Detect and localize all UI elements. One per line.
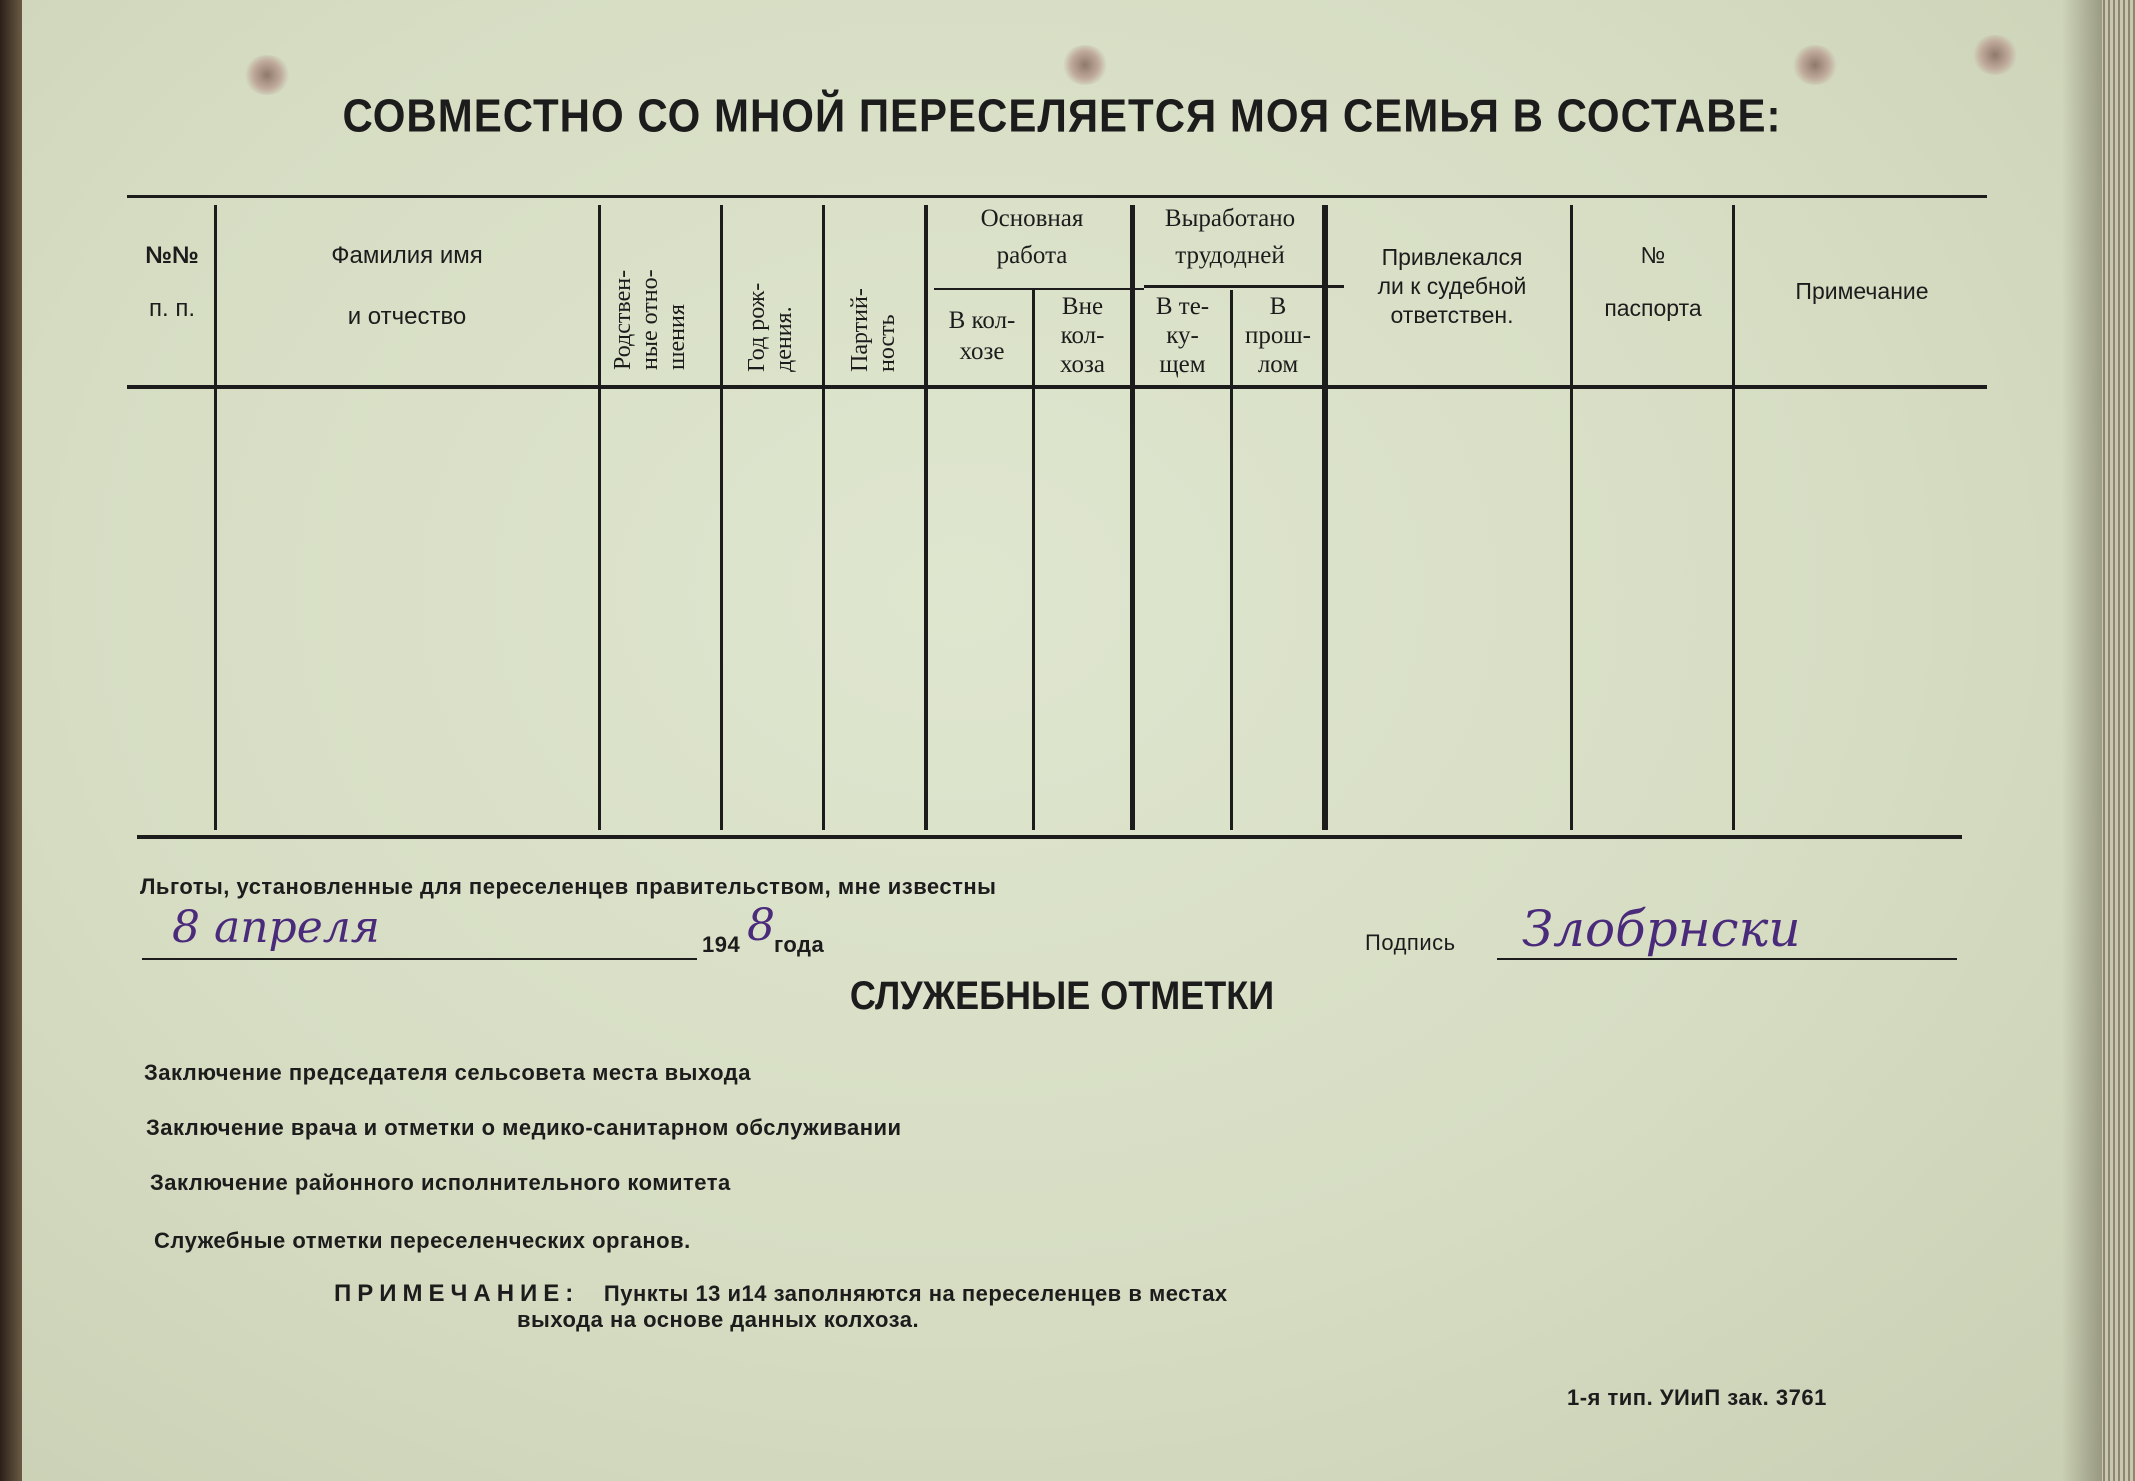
col-workdays-previous-line3: лом xyxy=(1257,351,1299,378)
service-line-village-council: Заключение председателя сельсовета места выхода xyxy=(144,1060,752,1085)
col-outside-kolkhoz-line1: Вне xyxy=(1061,293,1104,320)
col-party-line2: ность xyxy=(874,314,900,372)
benefits-statement: Льготы, установленные для переселенцев правительством, мне известны xyxy=(140,874,997,899)
column-divider xyxy=(822,205,825,830)
col-workdays-previous-line2: прош- xyxy=(1245,322,1311,349)
handwritten-year-digit: 8 xyxy=(747,900,775,951)
workdays-subheader-line xyxy=(1144,285,1344,288)
col-relation-line3: шения xyxy=(664,304,690,370)
main-work-subheader-line xyxy=(934,288,1144,290)
column-divider xyxy=(598,205,601,830)
col-workdays-current-line1: В те- xyxy=(1155,293,1210,320)
note-line1: Пункты 13 и14 заполняются на переселенцев в местах xyxy=(603,1281,1228,1306)
service-line-resettlement-bodies: Служебные отметки переселенческих органов. xyxy=(154,1228,691,1253)
col-workdays-line2: трудодней xyxy=(1175,242,1285,269)
col-name-line2: и отчество xyxy=(347,303,467,330)
year-suffix: года xyxy=(774,932,825,957)
note-line2: выхода на основе данных колхоза. xyxy=(517,1307,920,1332)
col-birth-year-header xyxy=(744,283,798,372)
table-top-border xyxy=(127,195,1987,198)
punch-hole xyxy=(1062,45,1108,85)
handwritten-date: 8 апреля xyxy=(172,902,380,953)
punch-hole xyxy=(1972,35,2018,75)
note-label: ПРИМЕЧАНИЕ: xyxy=(334,1280,580,1307)
service-marks-title: СЛУЖЕБНЫЕ ОТМЕТКИ xyxy=(849,972,1275,1018)
col-outside-kolkhoz-line2: кол- xyxy=(1060,322,1105,349)
form-title: СОВМЕСТНО СО МНОЙ ПЕРЕСЕЛЯЕТСЯ МОЯ СЕМЬЯ В СОСТАВЕ: xyxy=(342,89,1782,142)
column-divider xyxy=(214,205,217,830)
col-num-header xyxy=(130,240,214,324)
column-divider xyxy=(1732,205,1735,830)
col-in-kolkhoz-header xyxy=(932,305,1032,367)
date-underline xyxy=(142,958,697,960)
col-passport-line2: паспорта xyxy=(1604,295,1702,321)
col-passport-line1: № xyxy=(1640,242,1666,268)
col-main-work-line2: работа xyxy=(996,242,1068,269)
col-num-line2: п. п. xyxy=(149,295,195,322)
col-birth-year-line2: дения. xyxy=(771,306,797,372)
col-relation-header xyxy=(610,269,691,370)
col-court-line2: ли к судебной xyxy=(1377,273,1527,299)
col-workdays-group-header xyxy=(1135,203,1325,271)
handwritten-signature: Злобрнски xyxy=(1522,900,1801,958)
col-workdays-previous-header xyxy=(1233,292,1323,379)
col-workdays-line1: Выработано xyxy=(1164,205,1296,232)
col-workdays-previous-line1: В xyxy=(1269,293,1287,320)
service-line-doctor: Заключение врача и отметки о медико-санитарном обслуживании xyxy=(146,1115,902,1140)
col-name-header xyxy=(222,240,592,332)
col-remark-header: Примечание xyxy=(1795,278,1929,304)
col-main-work-group-header xyxy=(932,203,1132,271)
col-in-kolkhoz-line2: хозе xyxy=(959,338,1005,365)
table-bottom-border xyxy=(137,835,1962,839)
col-workdays-current-line2: ку- xyxy=(1166,322,1199,349)
punch-hole xyxy=(1792,45,1838,85)
document-page xyxy=(22,0,2102,1481)
col-outside-kolkhoz-header xyxy=(1035,292,1130,379)
page-shadow xyxy=(2062,0,2102,1481)
col-party-header xyxy=(847,288,901,372)
col-workdays-current-header xyxy=(1135,292,1230,379)
col-relation-line2: ные отно- xyxy=(637,269,663,370)
col-num-line1: №№ xyxy=(145,242,199,269)
col-court-line1: Привлекался xyxy=(1381,244,1523,270)
col-court-header xyxy=(1334,243,1570,330)
column-divider xyxy=(720,205,723,830)
col-main-work-line1: Основная xyxy=(980,205,1084,232)
col-court-line3: ответствен. xyxy=(1390,302,1514,328)
printer-info: 1-я тип. УИиП зак. 3761 xyxy=(1567,1385,1827,1410)
col-name-line1: Фамилия имя xyxy=(331,242,483,269)
signature-underline xyxy=(1497,958,1957,960)
col-workdays-current-line3: щем xyxy=(1159,351,1206,378)
col-party-line1: Партий- xyxy=(847,288,873,372)
column-divider xyxy=(1570,205,1573,830)
year-prefix: 194 xyxy=(702,932,741,957)
col-relation-line1: Родствен- xyxy=(610,269,636,370)
col-in-kolkhoz-line1: В кол- xyxy=(948,307,1016,334)
column-divider xyxy=(924,205,928,830)
note-block xyxy=(334,1280,1228,1308)
col-birth-year-line1: Год рож- xyxy=(744,282,770,372)
service-line-district-committee: Заключение районного исполнительного комитета xyxy=(150,1170,731,1195)
binding-edge xyxy=(0,0,22,1481)
col-outside-kolkhoz-line3: хоза xyxy=(1059,351,1106,378)
table-header-border xyxy=(127,385,1987,389)
col-passport-header xyxy=(1574,240,1732,324)
signature-label: Подпись xyxy=(1365,930,1456,955)
